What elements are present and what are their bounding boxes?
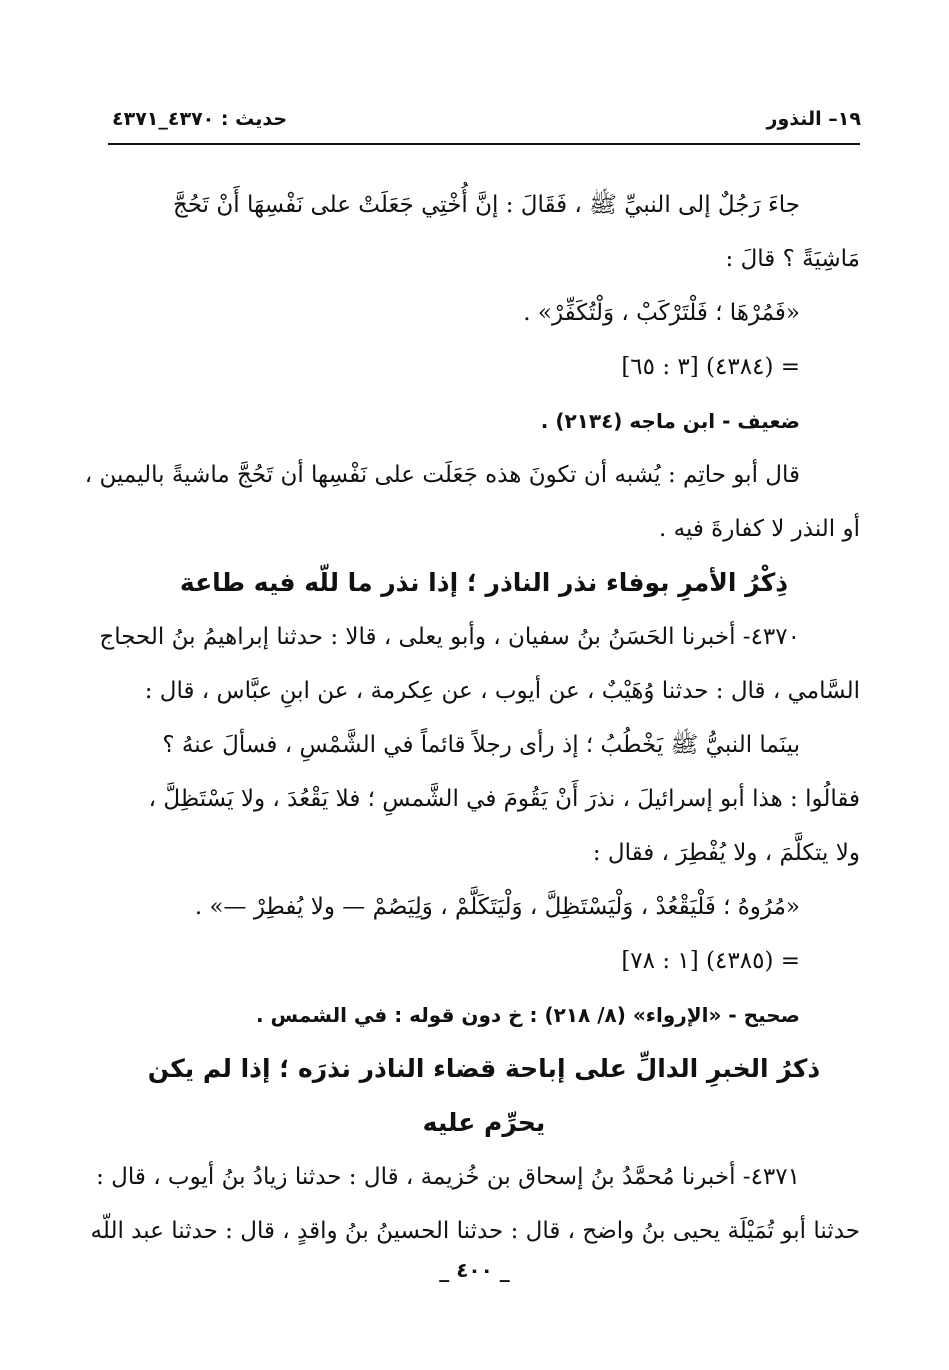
text-line: = (٤٣٨٤) [٣ : ٦٥] xyxy=(621,354,800,380)
text-line: «فَمُرْهَا ؛ فَلْتَرْكَبْ ، وَلْتُكَفِّرْ» . xyxy=(523,300,800,326)
text-line: ولا يتكلَّمَ ، ولا يُفْطِرَ ، فقال : xyxy=(592,840,860,866)
text-line: بينَما النبيُّ ﷺ يَخْطُبُ ؛ إذ رأى رجلاً قائماً في الشَّمْسِ ، فسألَ عنهُ ؟ xyxy=(162,732,800,758)
text-line: = (٤٣٨٥) [١ : ٧٨] xyxy=(621,948,800,974)
section-heading: ذِكْرُ الأمرِ بوفاء نذر الناذر ؛ إذا نذر ما للّه فيه طاعة xyxy=(179,568,789,597)
text-line: «مُرُوهُ ؛ فَلْيَقْعُدْ ، وَلْيَسْتَظِلَّ ، وَلْيَتَكَلَّمْ ، وَلِيَصُمْ — ولا يُفطِرْ —» . xyxy=(194,894,800,920)
page-body xyxy=(84,178,860,1258)
text-line: ٤٣٧١- أخبرنا مُحمَّدُ بنُ إسحاق بن خُزيمة ، قال : حدثنا زيادُ بنُ أيوب ، قال : xyxy=(96,1164,800,1190)
header-rule xyxy=(108,143,860,145)
text-line: جاءَ رَجُلٌ إلى النبيِّ ﷺ ، فَقَالَ : إنَّ أُخْتِي جَعَلَتْ على نَفْسِهَا أَنْ تَحُجَّ xyxy=(172,192,800,218)
text-line: مَاشِيَةً ؟ قالَ : xyxy=(725,246,860,272)
text-line: صحيح - «الإرواء» (٨/ ٢١٨) : خ دون قوله : في الشمس . xyxy=(255,1003,800,1027)
text-line: السَّامي ، قال : حدثنا وُهَيْبٌ ، عن أيوب ، عن عِكرمة ، عن ابنِ عبَّاس ، قال : xyxy=(144,678,860,704)
text-line: ٤٣٧٠- أخبرنا الحَسَنُ بنُ سفيان ، وأبو يعلى ، قالا : حدثنا إبراهيمُ بنُ الحجاج xyxy=(99,624,800,650)
section-heading: ذكرُ الخبرِ الدالِّ على إباحة قضاء الناذر نذرَه ؛ إذا لم يكن xyxy=(147,1054,821,1083)
text-line: فقالُوا : هذا أبو إسرائيلَ ، نذرَ أَنْ يَقُومَ في الشَّمسِ ؛ فلا يَقْعُدَ ، ولا يَسْتَظِلَّ ، xyxy=(148,786,860,812)
text-line: أو النذر لا كفارةَ فيه . xyxy=(658,516,860,542)
text-line: قال أبو حاتِم : يُشبه أن تكونَ هذه جَعَلَت على نَفْسِها أن تَحُجَّ ماشيةً باليمين ، xyxy=(84,462,800,488)
page-number: _ ٤٠٠ _ xyxy=(439,1258,510,1282)
text-line: حدثنا أبو تُمَيْلَة يحيى بنُ واضح ، قال : حدثنا الحسينُ بنُ واقدٍ ، قال : حدثنا عبد اللّه xyxy=(90,1218,860,1244)
section-heading: يحرِّم عليه xyxy=(422,1108,546,1137)
hadith-range: حديث : ٤٣٧٠_٤٣٧١ xyxy=(112,108,288,130)
text-line: ضعيف - ابن ماجه (٢١٣٤) . xyxy=(540,409,800,433)
chapter-title: ١٩– النذور xyxy=(766,108,861,130)
